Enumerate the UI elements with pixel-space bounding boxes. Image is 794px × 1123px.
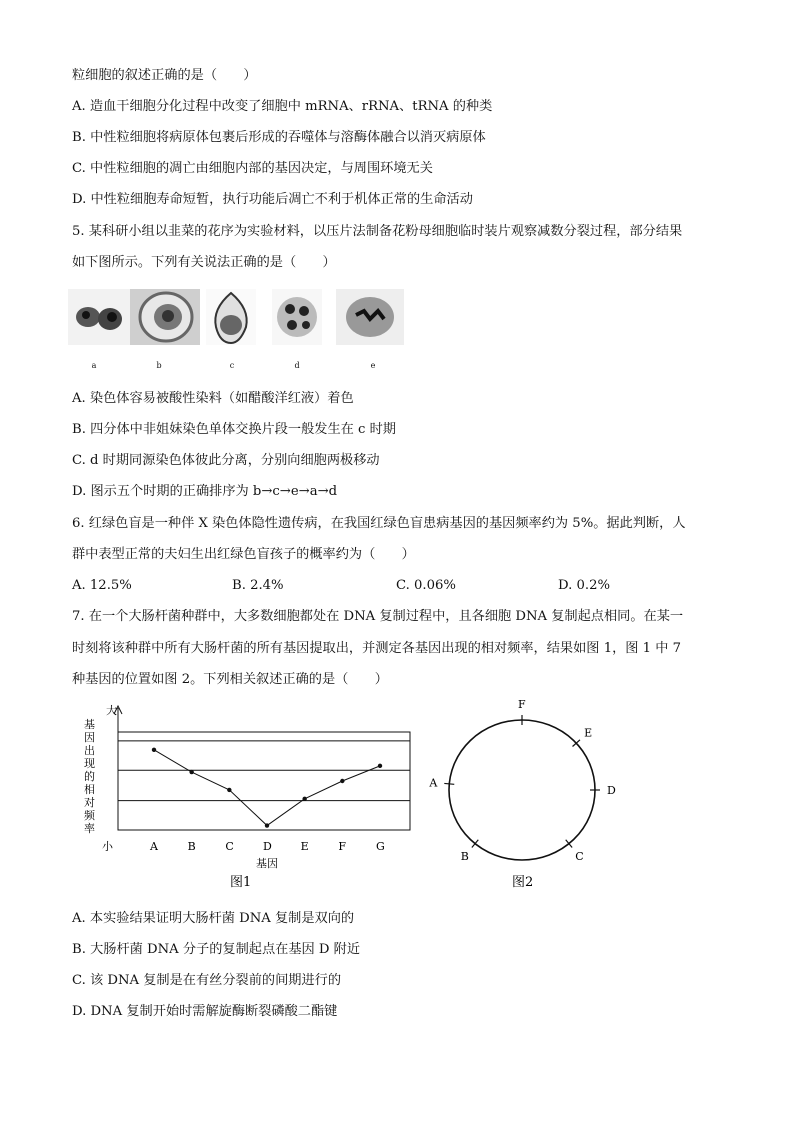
data-point-B [189,770,193,774]
data-point-G [378,764,382,768]
q4-option-a: A. 造血干细胞分化过程中改变了细胞中 mRNA、rRNA、tRNA 的种类 [72,99,493,114]
micrograph-d [272,289,322,345]
y-axis-bottom-label: 小 [102,840,113,853]
gene-label-D: D [607,784,616,797]
y-axis-label-char: 对 [84,796,95,809]
y-axis-top-label: 大 [106,704,117,717]
q4-option-b: B. 中性粒细胞将病原体包裹后形成的吞噬体与溶酶体融合以消灭病原体 [72,130,486,145]
plot-frame [118,732,410,830]
x-tick-label-A: A [150,840,158,853]
q4-stem-end: 粒细胞的叙述正确的是（ ） [72,68,257,83]
q6-stem-line1: 6. 红绿色盲是一种伴 X 染色体隐性遗传病，在我国红绿色盲患病基因的基因频率约为 5%。据此判断，人 [72,516,686,531]
micrograph-label-a: a [91,361,97,370]
figure-2-caption: 图2 [512,875,534,890]
micrograph-a [68,289,130,345]
gene-label-B: B [460,849,469,863]
gene-label-F: F [518,700,526,711]
x-tick-label-F: F [338,840,346,853]
y-axis-label-char: 相 [84,783,95,796]
q7-stem-line1: 7. 在一个大肠杆菌种群中，大多数细胞都处在 DNA 复制过程中，且各细胞 DNA 复制起点相同。在某一 [72,609,684,624]
x-tick-label-C: C [225,840,234,853]
q5-stem-line1: 5. 某科研小组以韭菜的花序为实验材料，以压片法制备花粉母细胞临时装片观察减数分裂过程，部分结果 [72,224,683,239]
y-axis-label-char: 因 [84,731,95,744]
dna-circle [449,720,595,860]
q5-option-a: A. 染色体容易被酸性染料（如醋酸洋红液）着色 [72,391,354,406]
y-axis-label-char: 现 [84,757,95,770]
x-tick-label-D: D [263,840,272,853]
data-point-F [340,779,344,783]
y-axis-label-char: 基 [84,718,95,731]
micrograph-label-b: b [156,361,162,370]
q6-stem-line2: 群中表型正常的夫妇生出红绿色盲孩子的概率约为（ ） [72,547,415,562]
micrograph-c [206,289,256,345]
q7-stem-line3: 种基因的位置如图 2。下列相关叙述正确的是（ ） [72,672,388,687]
gene-label-E: E [584,726,593,740]
micrograph-b [130,289,200,345]
gene-label-C: C [575,849,584,863]
q7-option-d: D. DNA 复制开始时需解旋酶断裂磷酸二酯键 [72,1004,338,1019]
data-point-D [265,823,269,827]
y-axis-label-char: 频 [84,809,95,822]
q7-option-c: C. 该 DNA 复制是在有丝分裂前的间期进行的 [72,973,342,988]
q5-stem-line2: 如下图所示。下列有关说法正确的是（ ） [72,255,336,270]
micrograph-label-d: d [294,361,300,370]
y-axis-label-char: 的 [84,770,95,783]
q7-stem-line2: 时刻将该种群中所有大肠杆菌的所有基因提取出，并测定各基因出现的相对频率，结果如图 1，图 1 中 7 [72,641,681,656]
q6-option-b: B. 2.4% [232,578,284,593]
gene-label-A: A [429,776,438,790]
data-point-C [227,788,231,792]
q4-option-c: C. 中性粒细胞的凋亡由细胞内部的基因决定，与周围环境无关 [72,161,433,176]
figure-1-caption: 图1 [230,875,252,890]
x-axis-label: 基因 [256,857,278,870]
q7-option-a: A. 本实验结果证明大肠杆菌 DNA 复制是双向的 [72,911,355,926]
figure-2-circular-dna [426,700,636,892]
micrograph-e [336,289,404,345]
data-point-A [152,748,156,752]
gene-marker-A [444,783,454,784]
series-line [154,750,380,826]
y-axis-label-char: 出 [84,744,95,757]
x-tick-label-G: G [376,840,385,853]
q5-option-d: D. 图示五个时期的正确排序为 b→c→e→a→d [72,484,338,499]
q7-option-b: B. 大肠杆菌 DNA 分子的复制起点在基因 D 附近 [72,942,361,957]
q6-option-a: A. 12.5% [72,578,132,593]
micrograph-label-c: c [229,361,235,370]
figure-1-chart [70,700,430,892]
q6-option-d: D. 0.2% [558,578,610,593]
y-axis-label-char: 率 [84,822,95,835]
q5-option-b: B. 四分体中非姐妹染色单体交换片段一般发生在 c 时期 [72,422,396,437]
q6-option-c: C. 0.06% [396,578,456,593]
micrograph-label-e: e [370,361,376,370]
q4-option-d: D. 中性粒细胞寿命短暂，执行功能后凋亡不利于机体正常的生命活动 [72,192,473,207]
data-point-E [302,797,306,801]
x-tick-label-E: E [300,840,309,853]
q5-option-c: C. d 时期同源染色体彼此分离，分别向细胞两极移动 [72,453,380,468]
x-tick-label-B: B [187,840,196,853]
